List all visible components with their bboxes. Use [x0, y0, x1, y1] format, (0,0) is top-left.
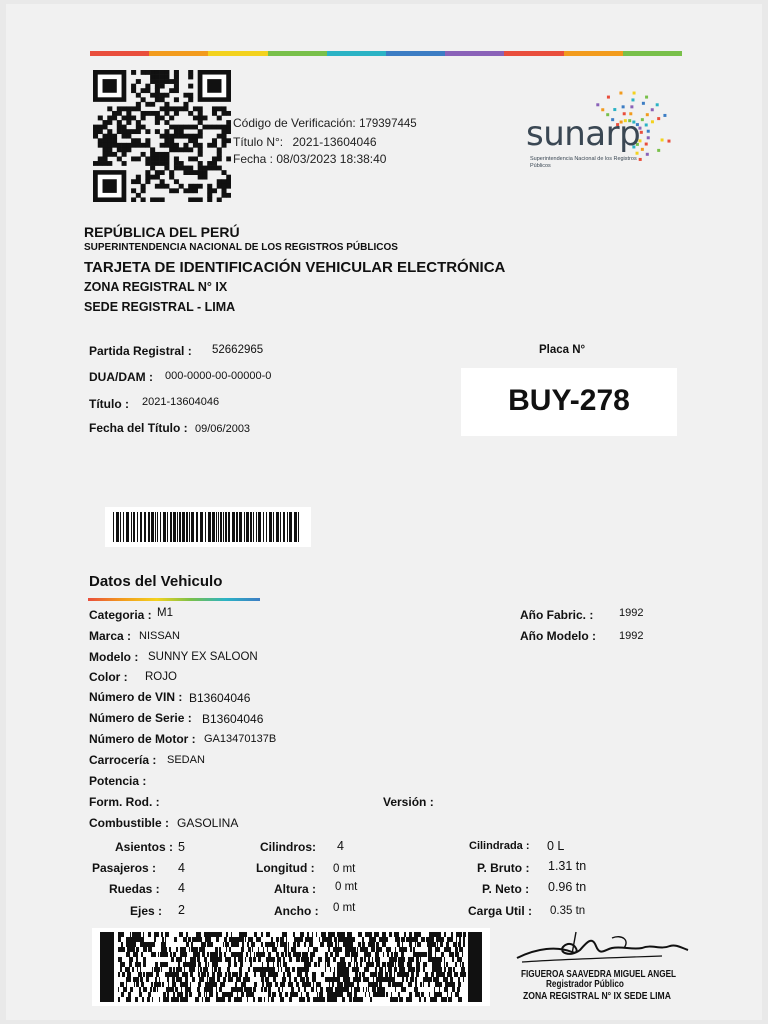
sunburst-dot — [596, 103, 599, 106]
stripe-segment — [268, 51, 327, 56]
altura-value: 0 mt — [335, 881, 358, 893]
serie-label: Número de Serie : — [89, 711, 192, 725]
sunburst-dot — [641, 148, 644, 151]
sunburst-dot — [640, 131, 643, 134]
stripe-segment — [623, 51, 682, 56]
cargautil-label: Carga Util : — [468, 904, 533, 918]
pdf417-barcode — [92, 928, 490, 1006]
pbruto-label: P. Bruto : — [477, 861, 530, 875]
barcode-bar — [191, 512, 194, 542]
vin-value: B13604046 — [189, 691, 251, 705]
title-number-value: 2021-13604046 — [292, 135, 377, 149]
barcode-bar — [258, 512, 261, 542]
color-value: ROJO — [145, 671, 177, 683]
titulo-value: 2021-13604046 — [142, 396, 220, 408]
date-line — [233, 152, 386, 166]
sunburst-dot — [647, 130, 650, 133]
barcode-bar — [170, 512, 172, 542]
barcode-bar — [177, 512, 178, 542]
plate-number: BUY-278 — [508, 384, 630, 417]
version-label: Versión : — [383, 795, 434, 809]
barcode-bar — [196, 512, 198, 542]
sunburst-dot — [651, 120, 654, 123]
pdf417-start-pattern — [100, 932, 114, 1002]
cilindros-label: Cilindros: — [260, 840, 316, 854]
barcode-bar — [113, 512, 114, 542]
verification-code-label: Código de Verificación: — [233, 116, 356, 130]
potencia-label: Potencia : — [89, 774, 147, 788]
cilindrada-value: 0 L — [547, 839, 565, 853]
barcode-bar — [157, 512, 158, 542]
sunburst-dot — [645, 96, 648, 99]
barcode-bar — [189, 512, 190, 542]
pbruto-value: 1.31 tn — [548, 859, 587, 873]
sunburst-dot — [619, 92, 622, 95]
carroceria-label: Carrocería : — [89, 753, 157, 767]
serie-value: B13604046 — [202, 712, 264, 726]
sunburst-dot — [651, 108, 654, 111]
barcode-bar — [283, 512, 285, 542]
sunburst-dot — [622, 105, 625, 108]
vehicle-section-title: Datos del Vehiculo — [89, 573, 223, 590]
barcode-bar — [266, 512, 267, 542]
sunburst-dot — [641, 118, 644, 121]
sunburst-dot — [601, 108, 604, 111]
barcode-bar — [182, 512, 185, 542]
logo-subtitle: Superintendencia Nacional de los Registros Públicos — [530, 156, 637, 169]
marca-label: Marca : — [89, 629, 132, 643]
asientos-value: 5 — [178, 840, 185, 854]
dua-label: DUA/DAM : — [89, 370, 153, 384]
barcode-bar — [220, 512, 222, 542]
barcode-bar — [160, 512, 161, 542]
barcode-bar — [253, 512, 254, 542]
altura-label: Altura : — [274, 882, 316, 896]
barcode-bar — [216, 512, 217, 542]
color-label: Color : — [89, 670, 128, 684]
sunburst-dot — [642, 102, 645, 105]
modelo-value: SUNNY EX SALOON — [148, 651, 258, 663]
barcode-bar — [232, 512, 235, 542]
ancho-value: 0 mt — [333, 902, 356, 914]
sunburst-dot — [645, 123, 648, 126]
categoria-value: M1 — [157, 607, 173, 619]
barcode-bar — [225, 512, 227, 542]
qr-code — [93, 70, 231, 202]
verification-code-line — [233, 116, 417, 130]
barcode-bar — [173, 512, 176, 542]
sunburst-dot — [630, 105, 633, 108]
pasajeros-value: 4 — [178, 861, 185, 875]
barcode-bar — [294, 512, 297, 542]
stripe-segment — [504, 51, 563, 56]
date-value: 08/03/2023 18:38:40 — [276, 152, 387, 166]
barcode-bar — [151, 512, 154, 542]
marca-value: NISSAN — [139, 630, 180, 642]
title-number-label: Título N°: — [233, 135, 284, 149]
stripe-segment — [445, 51, 504, 56]
ancho-label: Ancho : — [274, 904, 319, 918]
barcode-bar — [263, 512, 264, 542]
barcode-bars — [105, 507, 311, 547]
pneto-value: 0.96 tn — [548, 880, 587, 894]
ejes-value: 2 — [178, 903, 185, 917]
sunburst-dot — [631, 98, 634, 101]
logo-wordmark: sunarp — [526, 114, 641, 154]
titulo-label: Título : — [89, 397, 129, 411]
agency-heading: SUPERINTENDENCIA NACIONAL DE LOS REGISTROS PÚBLICOS — [84, 242, 398, 253]
barcode-bar — [289, 512, 292, 542]
barcode-bar — [155, 512, 156, 542]
anio-fabric-value: 1992 — [619, 607, 644, 619]
carroceria-value: SEDAN — [167, 754, 205, 766]
barcode-bar — [167, 512, 168, 542]
longitud-label: Longitud : — [256, 861, 315, 875]
barcode-bar — [179, 512, 181, 542]
formrod-label: Form. Rod. : — [89, 795, 160, 809]
dua-value: 000-0000-00-00000-0 — [165, 370, 272, 382]
cilindros-value: 4 — [337, 839, 344, 853]
sunburst-dot — [646, 113, 649, 116]
barcode-bar — [287, 512, 288, 542]
barcode-bar — [236, 512, 238, 542]
barcode-bar — [244, 512, 245, 542]
anio-fabric-label: Año Fabric. : — [520, 608, 594, 622]
barcode — [105, 507, 311, 547]
barcode-bar — [120, 512, 121, 542]
barcode-bar — [200, 512, 203, 542]
sunburst-dot — [657, 149, 660, 152]
fecha-titulo-value: 09/06/2003 — [195, 423, 251, 435]
section-underline — [88, 598, 260, 601]
ruedas-value: 4 — [178, 881, 185, 895]
sunburst-dot — [667, 140, 670, 143]
barcode-bar — [250, 512, 252, 542]
barcode-bar — [140, 512, 142, 542]
barcode-bar — [212, 512, 215, 542]
registrar-zone: ZONA REGISTRAL N° IX SEDE LIMA — [523, 990, 671, 1002]
barcode-bar — [298, 512, 299, 542]
registrar-role: Registrador Público — [546, 979, 624, 990]
partida-label: Partida Registral : — [89, 344, 192, 358]
sunburst-dot — [607, 96, 610, 99]
barcode-bar — [116, 512, 119, 542]
sunburst-dot — [633, 92, 636, 95]
stripe-segment — [386, 51, 445, 56]
combustible-value: GASOLINA — [177, 816, 239, 830]
placa-label: Placa N° — [539, 344, 586, 356]
stripe-segment — [208, 51, 267, 56]
sunburst-dot — [645, 143, 648, 146]
barcode-bar — [186, 512, 188, 542]
barcode-bar — [239, 512, 242, 542]
color-stripe — [90, 51, 682, 56]
barcode-bar — [144, 512, 146, 542]
barcode-bar — [246, 512, 249, 542]
pdf417-pattern — [92, 928, 490, 1006]
pdf417-stop-pattern — [468, 932, 482, 1002]
barcode-bar — [208, 512, 211, 542]
barcode-bar — [276, 512, 279, 542]
pneto-label: P. Neto : — [482, 882, 530, 896]
date-label: Fecha : — [233, 152, 274, 166]
motor-label: Número de Motor : — [89, 732, 196, 746]
vin-label: Número de VIN : — [89, 690, 183, 704]
sunburst-dot — [663, 114, 666, 117]
barcode-bar — [269, 512, 272, 542]
barcode-bar — [148, 512, 150, 542]
motor-value: GA13470137B — [204, 733, 277, 745]
sunburst-dot — [647, 136, 650, 139]
sunburst-dot — [656, 103, 659, 106]
anio-modelo-label: Año Modelo : — [520, 629, 596, 643]
cilindrada-label: Cilindrada : — [469, 840, 530, 852]
plate-box — [461, 368, 677, 436]
office-heading: SEDE REGISTRAL - LIMA — [84, 300, 236, 314]
stripe-segment — [564, 51, 623, 56]
categoria-label: Categoria : — [89, 608, 152, 622]
verification-code-value: 179397445 — [359, 118, 417, 130]
sunburst-dot — [646, 153, 649, 156]
barcode-bar — [280, 512, 281, 542]
barcode-bar — [205, 512, 206, 542]
barcode-bar — [133, 512, 135, 542]
barcode-bar — [256, 512, 257, 542]
pasajeros-label: Pasajeros : — [92, 861, 157, 875]
barcode-bar — [228, 512, 230, 542]
sunburst-dot — [657, 117, 660, 120]
sunarp-logo — [526, 88, 686, 178]
sunburst-dot — [613, 108, 616, 111]
anio-modelo-value: 1992 — [619, 630, 644, 642]
title-number-line — [233, 135, 377, 149]
barcode-bar — [218, 512, 219, 542]
stripe-segment — [90, 51, 149, 56]
barcode-bar — [123, 512, 124, 542]
longitud-value: 0 mt — [333, 863, 356, 875]
cargautil-value: 0.35 tn — [550, 905, 586, 917]
barcode-bar — [223, 512, 224, 542]
barcode-bar — [163, 512, 166, 542]
partida-value: 52662965 — [212, 344, 264, 356]
sunburst-dot — [661, 138, 664, 141]
zone-heading: ZONA REGISTRAL N° IX — [84, 280, 228, 294]
asientos-label: Asientos : — [115, 840, 174, 854]
country-heading: REPÚBLICA DEL PERÚ — [84, 224, 240, 240]
modelo-label: Modelo : — [89, 650, 139, 664]
document-title: TARJETA DE IDENTIFICACIÓN VEHICULAR ELECTRÓNICA — [84, 259, 506, 276]
combustible-label: Combustible : — [89, 816, 169, 830]
barcode-bar — [137, 512, 138, 542]
barcode-bar — [131, 512, 132, 542]
barcode-bar — [126, 512, 129, 542]
stripe-segment — [149, 51, 208, 56]
stripe-segment — [327, 51, 386, 56]
barcode-bar — [273, 512, 274, 542]
handwritten-signature — [512, 928, 692, 973]
fecha-titulo-label: Fecha del Título : — [89, 421, 188, 435]
ruedas-label: Ruedas : — [109, 882, 160, 896]
ejes-label: Ejes : — [130, 904, 163, 918]
registrar-name: FIGUEROA SAAVEDRA MIGUEL ANGEL — [521, 969, 677, 980]
